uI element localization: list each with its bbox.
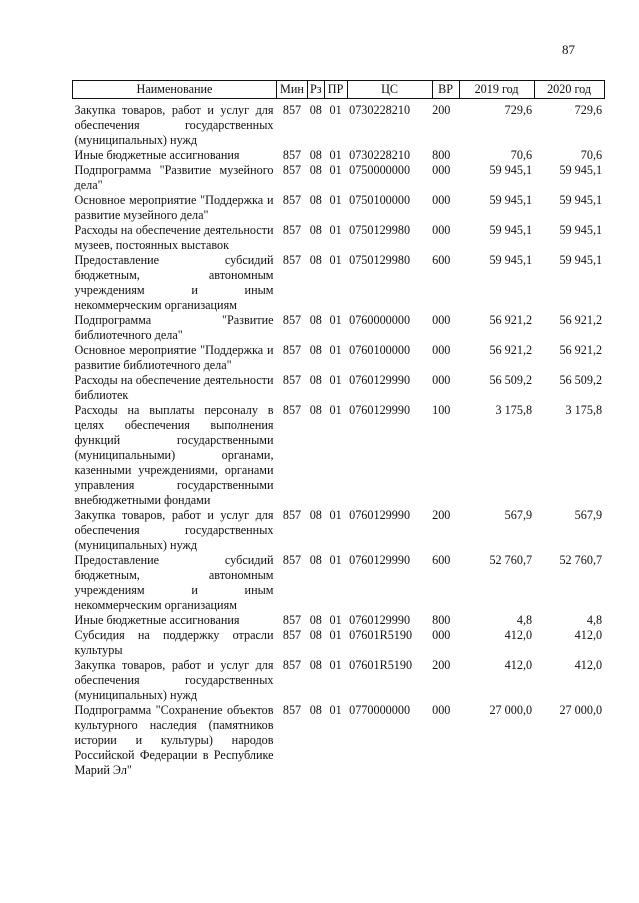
row-2019: 4,8 <box>516 613 533 627</box>
row-min: 857 <box>282 373 302 387</box>
row-2019: 56 509,2 <box>489 373 533 387</box>
row-2020: 412,0 <box>574 658 603 672</box>
row-2020: 412,0 <box>574 628 603 642</box>
row-pr: 01 <box>329 628 342 642</box>
row-min: 857 <box>282 193 302 207</box>
row-vr: 000 <box>432 223 451 237</box>
row-2019: 59 945,1 <box>489 193 533 207</box>
row-2020: 52 760,7 <box>559 553 603 567</box>
row-pr: 01 <box>329 658 342 672</box>
row-min: 857 <box>282 703 302 717</box>
row-2020: 729,6 <box>574 103 603 117</box>
table-row <box>73 193 605 223</box>
row-min: 857 <box>282 403 302 417</box>
row-pr: 01 <box>329 343 342 357</box>
row-min: 857 <box>282 553 302 567</box>
row-rz: 08 <box>309 148 322 162</box>
row-2019: 567,9 <box>504 508 533 522</box>
row-2020: 567,9 <box>574 508 603 522</box>
row-rz: 08 <box>309 103 322 117</box>
row-rz: 08 <box>309 193 322 207</box>
row-rz: 08 <box>309 508 322 522</box>
row-min: 857 <box>282 313 302 327</box>
table-row <box>73 148 605 163</box>
row-2020: 56 921,2 <box>559 313 603 327</box>
row-rz: 08 <box>309 163 322 177</box>
row-vr: 200 <box>432 658 451 672</box>
row-rz: 08 <box>309 373 322 387</box>
row-min: 857 <box>282 103 302 117</box>
header-vr: ВР <box>432 81 459 99</box>
row-name: Закупка товаров, работ и услуг для обеспечения государственных (муниципальных) нужд <box>74 103 274 147</box>
row-min: 857 <box>282 343 302 357</box>
row-name: Подпрограмма "Развитие библиотечного дела" <box>74 313 274 342</box>
row-2019: 3 175,8 <box>495 403 533 417</box>
row-pr: 01 <box>329 373 342 387</box>
table-header <box>73 81 605 104</box>
header-2020: 2020 год <box>534 81 604 99</box>
header-min: Мин <box>277 81 308 99</box>
row-min: 857 <box>282 613 302 627</box>
row-cs: 0750000000 <box>349 163 411 177</box>
row-2020: 59 945,1 <box>559 193 603 207</box>
row-name: Основное мероприятие "Поддержка и развитие библиотечного дела" <box>74 343 274 372</box>
row-2019: 729,6 <box>504 103 533 117</box>
row-rz: 08 <box>309 253 322 267</box>
row-2020: 59 945,1 <box>559 163 603 177</box>
header-name: Наименование <box>73 81 277 99</box>
row-vr: 000 <box>432 628 451 642</box>
row-min: 857 <box>282 658 302 672</box>
row-vr: 800 <box>432 148 451 162</box>
row-name: Основное мероприятие "Поддержка и развитие музейного дела" <box>74 193 274 222</box>
table-row <box>73 703 605 778</box>
row-name: Расходы на обеспечение деятельности музеев, постоянных выставок <box>74 223 274 252</box>
row-cs: 0760129990 <box>349 553 411 567</box>
table-row <box>73 508 605 553</box>
row-cs: 0730228210 <box>349 148 411 162</box>
row-cs: 0770000000 <box>349 703 411 717</box>
row-min: 857 <box>282 223 302 237</box>
table-row <box>73 658 605 703</box>
row-2019: 70,6 <box>510 148 533 162</box>
row-cs: 0760100000 <box>349 343 411 357</box>
row-vr: 600 <box>432 553 451 567</box>
row-2019: 59 945,1 <box>489 223 533 237</box>
table-row <box>73 253 605 313</box>
row-pr: 01 <box>329 613 342 627</box>
row-cs: 0750100000 <box>349 193 411 207</box>
row-2019: 59 945,1 <box>489 163 533 177</box>
row-2019: 56 921,2 <box>489 313 533 327</box>
table-row <box>73 163 605 193</box>
row-cs: 0760129990 <box>349 373 411 387</box>
row-pr: 01 <box>329 193 342 207</box>
header-2019: 2019 год <box>459 81 534 99</box>
row-vr: 000 <box>432 313 451 327</box>
row-vr: 000 <box>432 373 451 387</box>
row-cs: 0760129990 <box>349 508 411 522</box>
row-rz: 08 <box>309 628 322 642</box>
row-name: Предоставление субсидий бюджетным, автономным учреждениям и иным некоммерческим организациям <box>74 553 274 612</box>
row-pr: 01 <box>329 223 342 237</box>
row-min: 857 <box>282 628 302 642</box>
row-pr: 01 <box>329 148 342 162</box>
row-min: 857 <box>282 253 302 267</box>
row-name: Подпрограмма "Развитие музейного дела" <box>74 163 274 192</box>
row-pr: 01 <box>329 553 342 567</box>
row-2020: 3 175,8 <box>565 403 603 417</box>
row-vr: 000 <box>432 163 451 177</box>
row-rz: 08 <box>309 223 322 237</box>
header-rz: Рз <box>308 81 325 99</box>
table-row <box>73 103 605 148</box>
row-2019: 412,0 <box>504 658 533 672</box>
row-rz: 08 <box>309 553 322 567</box>
row-2019: 59 945,1 <box>489 253 533 267</box>
row-pr: 01 <box>329 103 342 117</box>
row-2020: 56 921,2 <box>559 343 603 357</box>
table-body <box>73 103 605 778</box>
table-row <box>73 373 605 403</box>
row-name: Закупка товаров, работ и услуг для обеспечения государственных (муниципальных) нужд <box>74 658 274 702</box>
row-name: Предоставление субсидий бюджетным, автономным учреждениям и иным некоммерческим организациям <box>74 253 274 312</box>
row-rz: 08 <box>309 658 322 672</box>
row-pr: 01 <box>329 163 342 177</box>
row-name: Расходы на обеспечение деятельности библиотек <box>74 373 274 402</box>
table-row <box>73 343 605 373</box>
row-pr: 01 <box>329 703 342 717</box>
row-vr: 000 <box>432 703 451 717</box>
row-rz: 08 <box>309 313 322 327</box>
row-min: 857 <box>282 148 302 162</box>
row-pr: 01 <box>329 313 342 327</box>
row-cs: 0750129980 <box>349 253 411 267</box>
header-pr: ПР <box>324 81 347 99</box>
row-cs: 0750129980 <box>349 223 411 237</box>
row-2020: 56 509,2 <box>559 373 603 387</box>
row-min: 857 <box>282 508 302 522</box>
table-row <box>73 313 605 343</box>
row-pr: 01 <box>329 508 342 522</box>
row-cs: 0730228210 <box>349 103 411 117</box>
table-row <box>73 223 605 253</box>
row-2019: 56 921,2 <box>489 343 533 357</box>
row-min: 857 <box>282 163 302 177</box>
row-vr: 200 <box>432 103 451 117</box>
row-2019: 27 000,0 <box>489 703 533 717</box>
row-2020: 59 945,1 <box>559 223 603 237</box>
table-row <box>73 553 605 613</box>
row-pr: 01 <box>329 403 342 417</box>
row-cs: 07601R5190 <box>349 658 413 672</box>
row-2020: 70,6 <box>580 148 603 162</box>
row-name: Иные бюджетные ассигнования <box>74 613 240 627</box>
row-name: Подпрограмма "Сохранение объектов культурного наследия (памятников истории и культуры) народов Российской Федерации в Республике Марий Эл" <box>74 703 274 777</box>
row-2019: 52 760,7 <box>489 553 533 567</box>
row-vr: 100 <box>432 403 451 417</box>
header-cs: ЦС <box>347 81 432 99</box>
row-vr: 800 <box>432 613 451 627</box>
page-number: 87 <box>562 42 575 57</box>
row-2020: 59 945,1 <box>559 253 603 267</box>
row-name: Закупка товаров, работ и услуг для обеспечения государственных (муниципальных) нужд <box>74 508 274 552</box>
row-2019: 412,0 <box>504 628 533 642</box>
row-pr: 01 <box>329 253 342 267</box>
table-row <box>73 403 605 508</box>
row-rz: 08 <box>309 403 322 417</box>
row-cs: 0760129990 <box>349 403 411 417</box>
row-2020: 4,8 <box>586 613 603 627</box>
row-vr: 600 <box>432 253 451 267</box>
row-cs: 0760000000 <box>349 313 411 327</box>
row-vr: 200 <box>432 508 451 522</box>
row-name: Иные бюджетные ассигнования <box>74 148 240 162</box>
row-rz: 08 <box>309 703 322 717</box>
row-name: Расходы на выплаты персоналу в целях обеспечения выполнения функций государственными (муниципальными) органами, казенными учреждениями, органами управления государственными внебюджетными фондами <box>74 403 274 507</box>
row-vr: 000 <box>432 193 451 207</box>
row-name: Субсидия на поддержку отрасли культуры <box>74 628 274 657</box>
table-row <box>73 613 605 628</box>
row-rz: 08 <box>309 613 322 627</box>
row-vr: 000 <box>432 343 451 357</box>
row-cs: 0760129990 <box>349 613 411 627</box>
row-cs: 07601R5190 <box>349 628 413 642</box>
row-2020: 27 000,0 <box>559 703 603 717</box>
table-row <box>73 628 605 658</box>
row-rz: 08 <box>309 343 322 357</box>
budget-table <box>72 80 605 778</box>
